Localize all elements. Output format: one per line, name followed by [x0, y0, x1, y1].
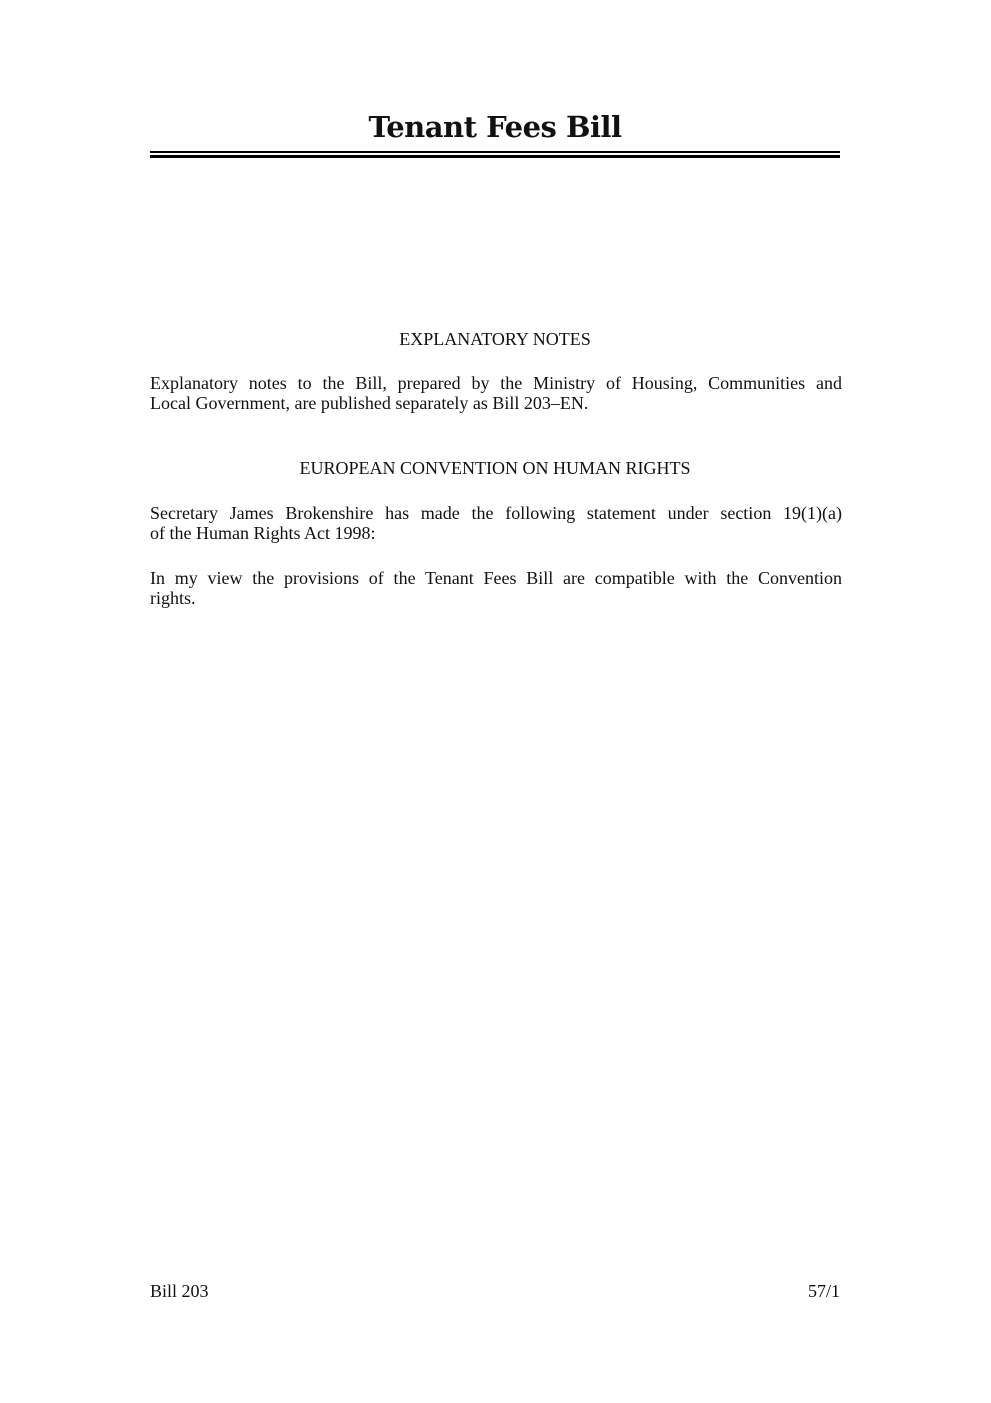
paragraph-line: In my view the provisions of the Tenant Fees Bill are compatible with the Convention — [150, 568, 842, 588]
echr-statement-paragraph — [150, 503, 842, 543]
footer-bill-number: Bill 203 — [150, 1281, 209, 1301]
title-rule-thick — [150, 155, 840, 158]
echr-heading: EUROPEAN CONVENTION ON HUMAN RIGHTS — [299, 458, 691, 478]
paragraph-line: Secretary James Brokenshire has made the following statement under section 19(1)(a) — [150, 503, 842, 523]
explanatory-notes-paragraph — [150, 373, 842, 413]
document-title: Tenant Fees Bill — [368, 110, 622, 144]
title-rule-thin — [150, 151, 840, 153]
paragraph-line: Explanatory notes to the Bill, prepared by the Ministry of Housing, Communities and — [150, 373, 842, 393]
echr-view-paragraph — [150, 568, 842, 608]
explanatory-notes-heading: EXPLANATORY NOTES — [399, 329, 591, 349]
footer-page-reference: 57/1 — [807, 1281, 840, 1301]
paragraph-line: rights. — [150, 588, 196, 608]
paragraph-line: of the Human Rights Act 1998: — [150, 523, 376, 543]
paragraph-line: Local Government, are published separately as Bill 203–EN. — [150, 393, 589, 413]
